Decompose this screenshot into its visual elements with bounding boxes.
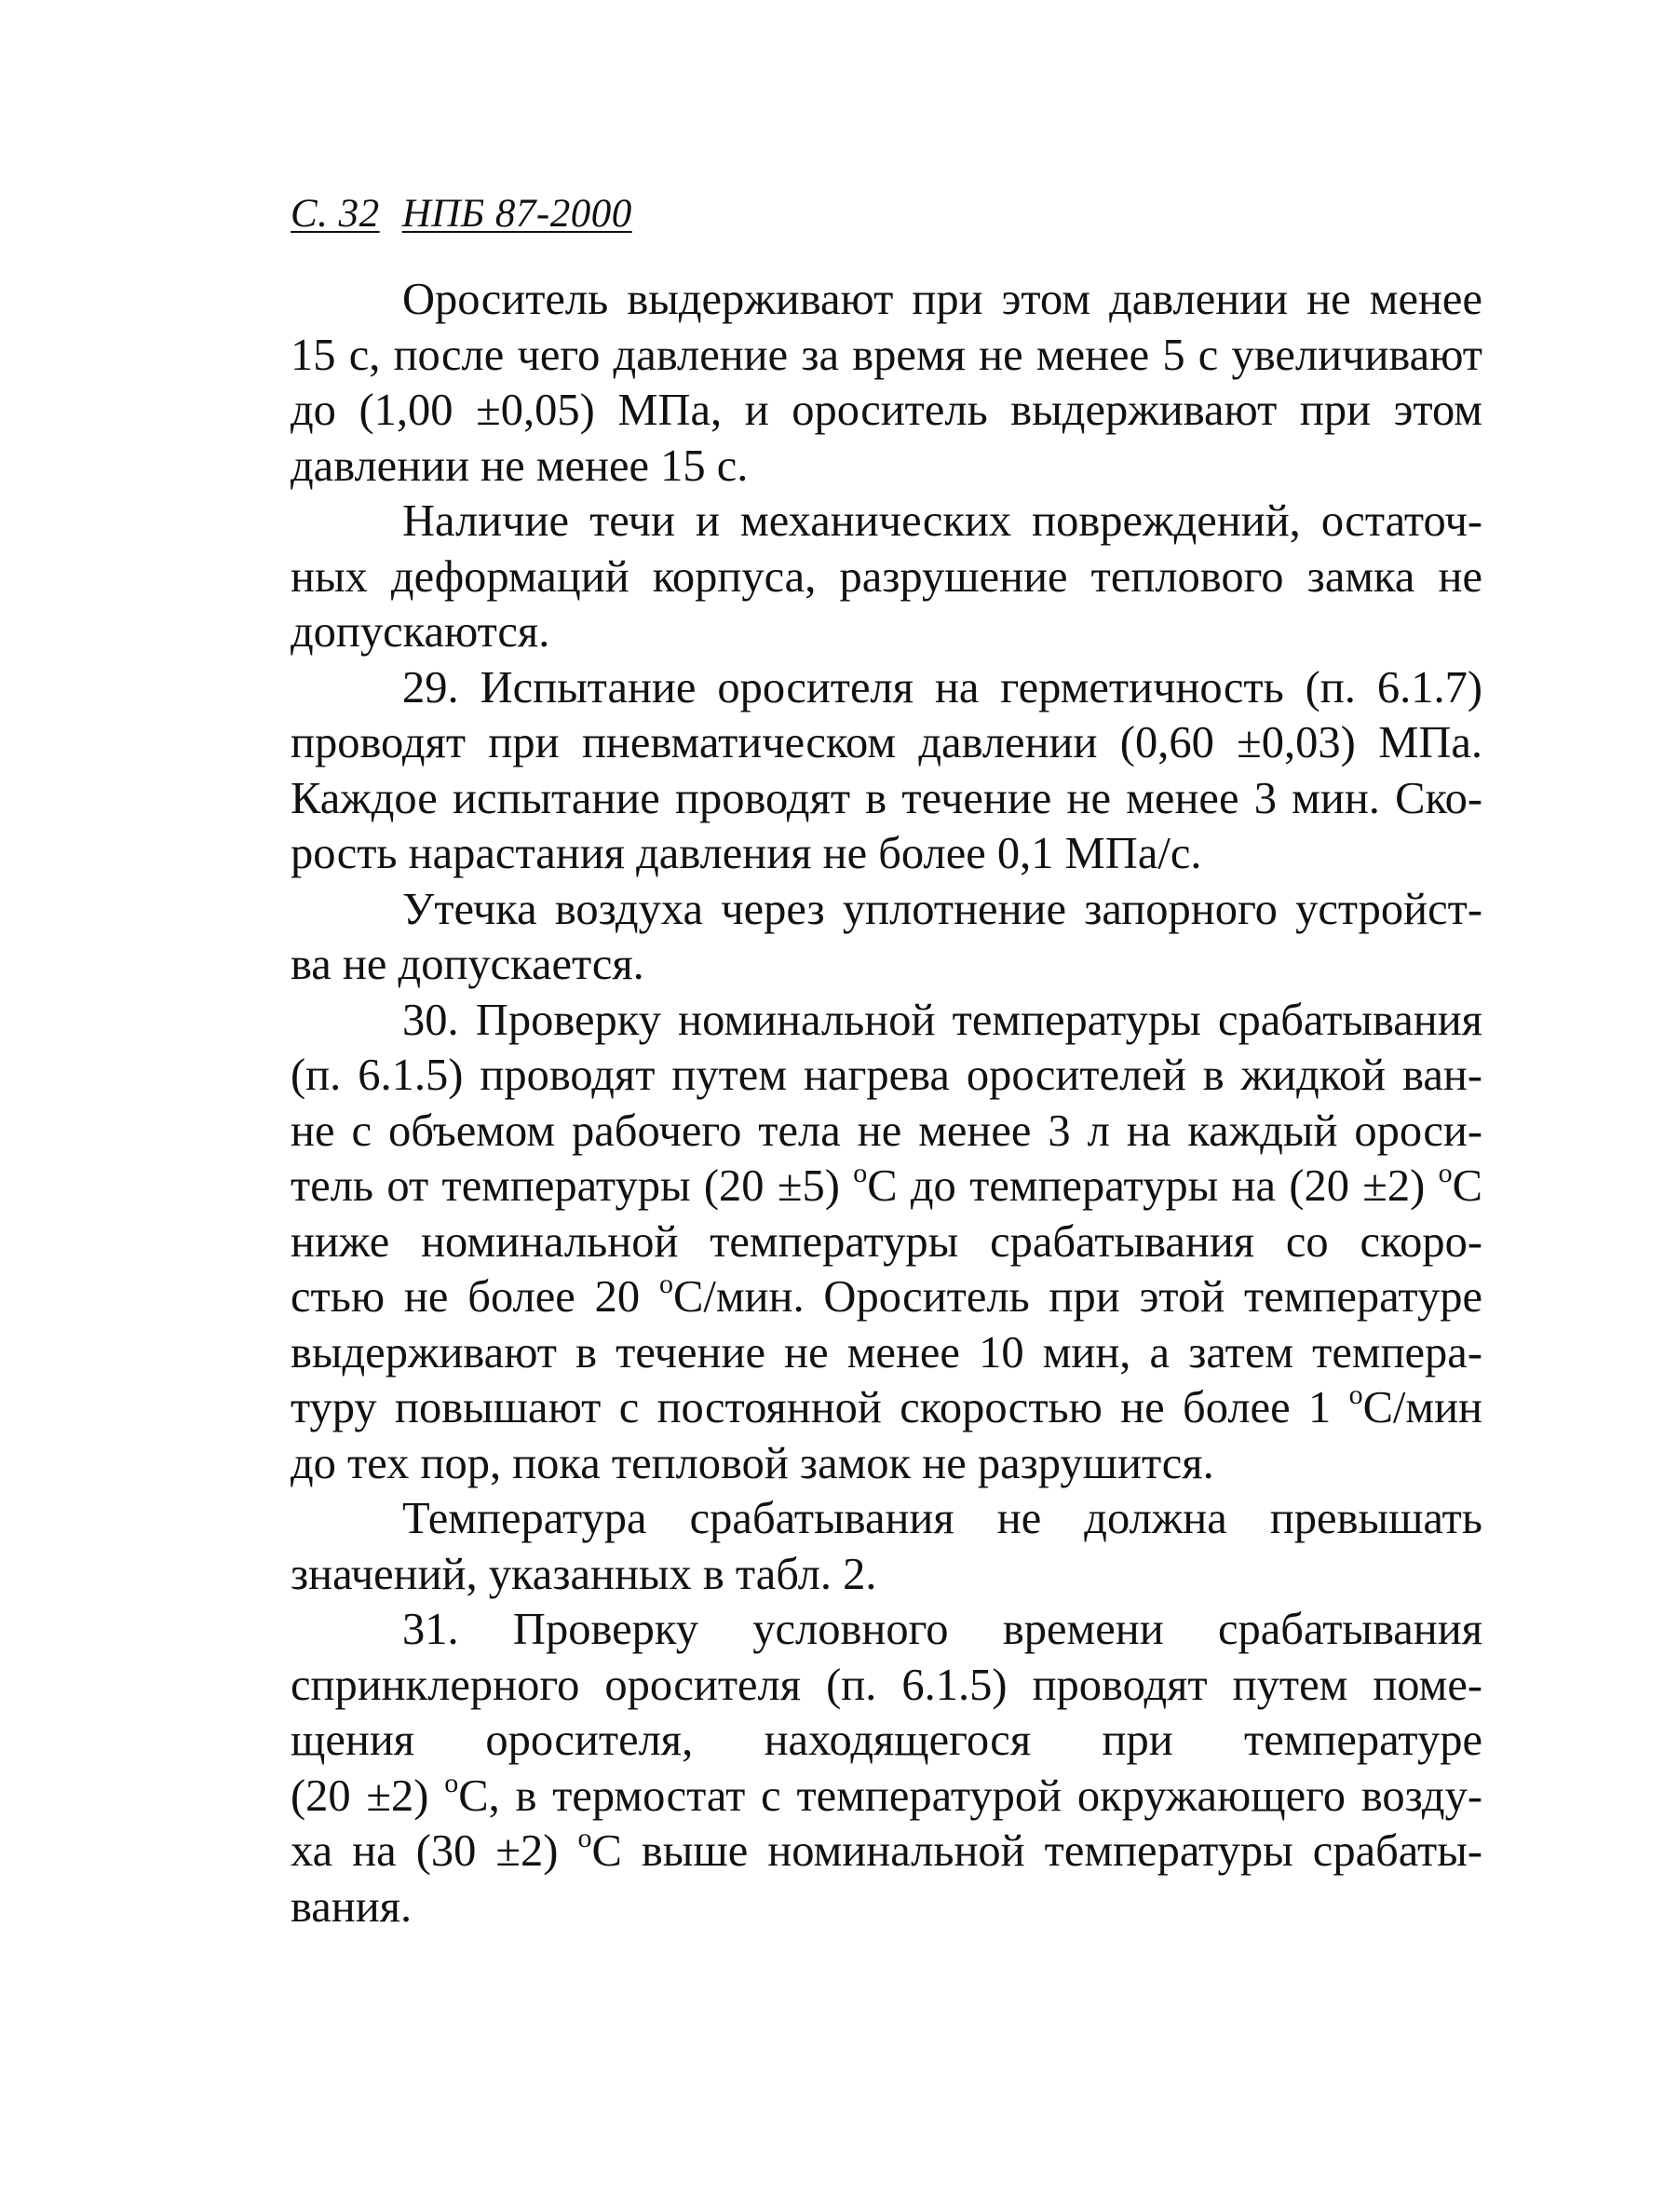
paragraph	[291, 1491, 1482, 1602]
document-body	[291, 272, 1482, 1934]
text-line: вания.	[291, 1881, 413, 1932]
text-line: (20 ±2) $^o$С, в термостат с температурой окружающего возду-	[291, 1767, 1482, 1821]
degree-mark: o	[1348, 1379, 1363, 1410]
text-line: значений, указанных в табл. 2.	[291, 1549, 877, 1599]
degree-mark: o	[1438, 1158, 1453, 1188]
text-line: до (1,00 ±0,05) МПа, и ороситель выдерживают при этом	[291, 386, 1482, 435]
text-line: выдерживают в течение не менее 10 мин, а затем темпера-	[291, 1327, 1482, 1377]
degree-mark: o	[659, 1269, 674, 1299]
text-line: 29. Испытание оросителя на герметичность (п. 6.1.7)	[402, 662, 1482, 712]
text-line: туру повышают с постоянной скоростью не более 1 $^o$С/мин	[291, 1379, 1482, 1432]
text-line: ных деформаций корпуса, разрушение теплового замка не	[291, 551, 1482, 602]
text-line: 31. Проверку условного времени срабатывания	[402, 1605, 1482, 1654]
paragraph	[291, 993, 1482, 1492]
text-line: ха на (30 ±2) $^o$С выше номинальной температуры срабаты-	[291, 1823, 1482, 1876]
page-header	[291, 191, 632, 237]
paragraph	[291, 272, 1482, 494]
paragraph	[291, 660, 1482, 882]
page-number: С. 32	[291, 192, 380, 236]
text-line: Утечка воздуха через уплотнение запорного устройст-	[402, 884, 1482, 934]
paragraph	[291, 1602, 1482, 1934]
text-line: ва не допускается.	[291, 940, 644, 989]
text-line: проводят при пневматическом давлении (0,60 ±0,03) МПа.	[291, 718, 1482, 767]
text-line: Ороситель выдерживают при этом давлении не менее	[402, 275, 1482, 324]
text-line: рость нарастания давления не более 0,1 МПа/с.	[291, 829, 1202, 878]
paragraph	[291, 882, 1482, 993]
text-line: Наличие течи и механических повреждений, остаточ-	[402, 496, 1482, 546]
text-line: 15 с, после чего давление за время не менее 5 с увеличивают	[291, 330, 1482, 380]
text-line: допускаются.	[291, 607, 550, 657]
text-line: до тех пор, пока тепловой замок не разрушится.	[291, 1438, 1214, 1488]
degree-mark: o	[444, 1767, 459, 1798]
text-line: тель от температуры (20 ±5) $^o$С до температуры на (20 ±2) $^o$С	[291, 1158, 1482, 1211]
text-line: давлении не менее 15 с.	[291, 441, 749, 491]
text-line: стью не более 20 $^o$С/мин. Ороситель при этой температуре	[291, 1269, 1482, 1322]
degree-mark: o	[577, 1823, 592, 1853]
text-line: щения оросителя, находящегося при температуре	[291, 1716, 1482, 1765]
document-code: НПБ 87-2000	[401, 192, 632, 236]
text-line: (п. 6.1.5) проводят путем нагрева оросителей в жидкой ван-	[291, 1051, 1482, 1100]
text-line: спринклерного оросителя (п. 6.1.5) проводят путем поме-	[291, 1660, 1482, 1710]
text-line: 30. Проверку номинальной температуры срабатывания	[402, 995, 1482, 1045]
paragraph	[291, 494, 1482, 660]
text-line: Температура срабатывания не должна превышать	[402, 1494, 1482, 1543]
text-line: не с объемом рабочего тела не менее 3 л на каждый ороси-	[291, 1106, 1482, 1156]
text-line: Каждое испытание проводят в течение не менее 3 мин. Ско-	[291, 773, 1482, 823]
text-line: ниже номинальной температуры срабатывания со скоро-	[291, 1216, 1482, 1267]
degree-mark: o	[853, 1158, 868, 1188]
